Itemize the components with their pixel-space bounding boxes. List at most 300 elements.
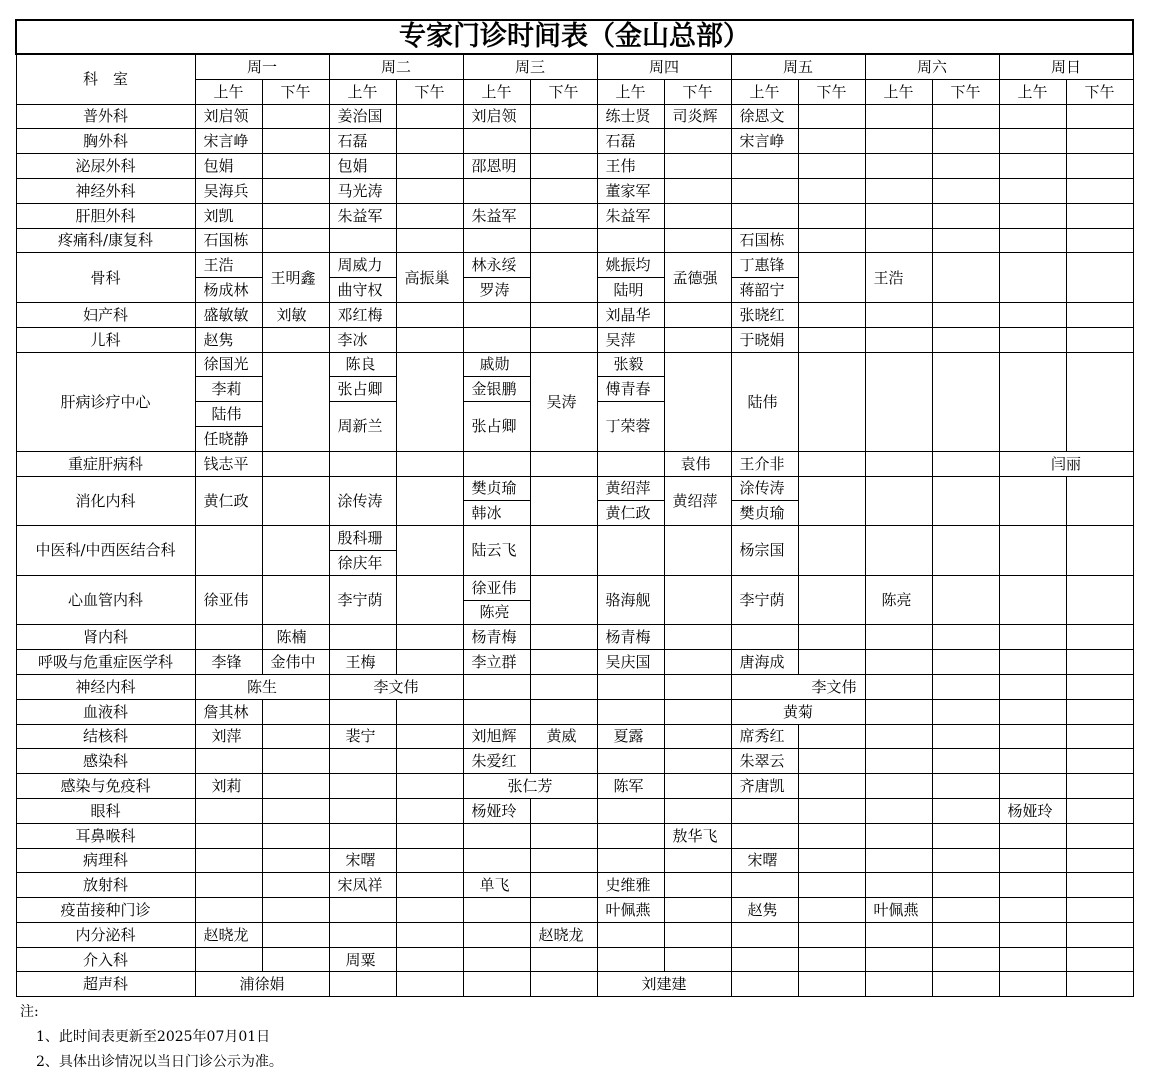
pm-header: 下午: [798, 79, 865, 104]
empty-cell: [262, 575, 329, 625]
empty-cell: [530, 526, 597, 576]
empty-cell: [530, 749, 597, 774]
empty-cell: [798, 947, 865, 972]
dept-name: 普外科: [16, 104, 195, 129]
dept-name: 儿科: [16, 327, 195, 352]
empty-cell: [798, 302, 865, 327]
empty-cell: [396, 947, 463, 972]
empty-cell: [999, 972, 1066, 997]
empty-cell: [731, 178, 798, 203]
empty-cell: [932, 451, 999, 476]
empty-cell: [1066, 129, 1133, 154]
empty-cell: [262, 178, 329, 203]
notes-section: [20, 1000, 283, 1075]
dept-column-header: 科 室: [16, 54, 195, 104]
empty-cell: [1066, 327, 1133, 352]
doctor-cell: 丁惠锋: [731, 253, 798, 278]
empty-cell: [798, 848, 865, 873]
empty-cell: [396, 451, 463, 476]
doctor-cell: 石磊: [597, 129, 664, 154]
doctor-cell: 朱益军: [463, 203, 530, 228]
day-header-sun: 周日: [999, 54, 1133, 79]
empty-cell: [865, 774, 932, 799]
empty-cell: [329, 823, 396, 848]
doctor-cell: 练士贤: [597, 104, 664, 129]
empty-cell: [999, 724, 1066, 749]
empty-cell: [932, 203, 999, 228]
empty-cell: [463, 922, 530, 947]
empty-cell: [1066, 228, 1133, 253]
doctor-cell: 陆伟: [731, 352, 798, 451]
empty-cell: [865, 154, 932, 179]
empty-cell: [865, 228, 932, 253]
empty-cell: [999, 476, 1066, 526]
empty-cell: [865, 674, 932, 699]
empty-cell: [396, 129, 463, 154]
empty-cell: [1066, 699, 1133, 724]
empty-cell: [932, 699, 999, 724]
empty-cell: [463, 823, 530, 848]
empty-cell: [798, 650, 865, 675]
day-header-tue: 周二: [329, 54, 463, 79]
doctor-cell: 赵隽: [731, 898, 798, 923]
dept-name: 结核科: [16, 724, 195, 749]
doctor-cell: 吴涛: [530, 352, 597, 451]
empty-cell: [597, 922, 664, 947]
empty-cell: [195, 526, 262, 576]
doctor-cell: 黄威: [530, 724, 597, 749]
empty-cell: [463, 451, 530, 476]
empty-cell: [798, 228, 865, 253]
empty-cell: [597, 749, 664, 774]
empty-cell: [396, 526, 463, 576]
dept-name: 介入科: [16, 947, 195, 972]
am-header: 上午: [999, 79, 1066, 104]
empty-cell: [999, 178, 1066, 203]
doctor-cell: 吴庆国: [597, 650, 664, 675]
empty-cell: [463, 972, 530, 997]
empty-cell: [262, 154, 329, 179]
doctor-cell: 赵隽: [195, 327, 262, 352]
empty-cell: [664, 327, 731, 352]
empty-cell: [865, 947, 932, 972]
empty-cell: [731, 972, 798, 997]
empty-cell: [798, 724, 865, 749]
empty-cell: [195, 848, 262, 873]
empty-cell: [262, 798, 329, 823]
dept-name: 眼科: [16, 798, 195, 823]
empty-cell: [798, 798, 865, 823]
empty-cell: [932, 823, 999, 848]
empty-cell: [262, 947, 329, 972]
empty-cell: [999, 327, 1066, 352]
empty-cell: [798, 476, 865, 526]
day-header-sat: 周六: [865, 54, 999, 79]
empty-cell: [932, 947, 999, 972]
empty-cell: [932, 228, 999, 253]
doctor-cell: 司炎辉: [664, 104, 731, 129]
doctor-cell: 樊贞瑜: [463, 476, 530, 501]
page-title: 专家门诊时间表（金山总部）: [16, 20, 1133, 54]
empty-cell: [999, 104, 1066, 129]
empty-cell: [865, 327, 932, 352]
doctor-cell: 黄绍萍: [597, 476, 664, 501]
empty-cell: [262, 526, 329, 576]
empty-cell: [999, 302, 1066, 327]
dept-name: 骨科: [16, 253, 195, 303]
empty-cell: [597, 947, 664, 972]
empty-cell: [865, 873, 932, 898]
dept-name: 呼吸与危重症医学科: [16, 650, 195, 675]
doctor-cell: 马光涛: [329, 178, 396, 203]
doctor-cell: 刘启领: [463, 104, 530, 129]
doctor-cell: 徐国光: [195, 352, 262, 377]
note-item: 1、此时间表更新至2025年07月01日: [36, 1029, 271, 1045]
doctor-cell: 周粟: [329, 947, 396, 972]
doctor-cell: 刘晶华: [597, 302, 664, 327]
doctor-cell: 徐庆年: [329, 550, 396, 575]
doctor-cell: 刘萍: [195, 724, 262, 749]
empty-cell: [1066, 873, 1133, 898]
empty-cell: [999, 526, 1066, 576]
empty-cell: [932, 749, 999, 774]
doctor-cell: 詹其林: [195, 699, 262, 724]
empty-cell: [731, 922, 798, 947]
doctor-cell: 陈楠: [262, 625, 329, 650]
empty-cell: [932, 650, 999, 675]
am-header: 上午: [597, 79, 664, 104]
empty-cell: [664, 674, 731, 699]
am-header: 上午: [195, 79, 262, 104]
empty-cell: [664, 178, 731, 203]
empty-cell: [597, 823, 664, 848]
note-item: 2、具体出诊情况以当日门诊公示为准。: [36, 1054, 283, 1070]
doctor-cell: 殷科珊: [329, 526, 396, 551]
doctor-cell: 齐唐凯: [731, 774, 798, 799]
empty-cell: [932, 674, 999, 699]
empty-cell: [396, 972, 463, 997]
doctor-cell: 陈良: [329, 352, 396, 377]
empty-cell: [530, 873, 597, 898]
empty-cell: [865, 922, 932, 947]
doctor-cell: 李莉: [195, 377, 262, 402]
empty-cell: [932, 302, 999, 327]
doctor-cell: 朱益军: [597, 203, 664, 228]
doctor-cell: 宋凤祥: [329, 873, 396, 898]
doctor-cell: 徐亚伟: [195, 575, 262, 625]
empty-cell: [530, 947, 597, 972]
empty-cell: [865, 650, 932, 675]
empty-cell: [262, 749, 329, 774]
empty-cell: [798, 178, 865, 203]
empty-cell: [463, 947, 530, 972]
empty-cell: [932, 972, 999, 997]
empty-cell: [999, 749, 1066, 774]
empty-cell: [865, 699, 932, 724]
empty-cell: [664, 922, 731, 947]
empty-cell: [1066, 922, 1133, 947]
empty-cell: [664, 203, 731, 228]
empty-cell: [1066, 947, 1133, 972]
dept-name: 消化内科: [16, 476, 195, 526]
doctor-cell: 包娟: [195, 154, 262, 179]
doctor-cell: 石磊: [329, 129, 396, 154]
doctor-cell: 赵晓龙: [195, 922, 262, 947]
empty-cell: [530, 302, 597, 327]
empty-cell: [530, 575, 597, 625]
empty-cell: [865, 724, 932, 749]
empty-cell: [1066, 724, 1133, 749]
empty-cell: [664, 798, 731, 823]
empty-cell: [1066, 650, 1133, 675]
doctor-cell: 石国栋: [731, 228, 798, 253]
empty-cell: [530, 625, 597, 650]
dept-name: 肝病诊疗中心: [16, 352, 195, 451]
empty-cell: [262, 699, 329, 724]
empty-cell: [999, 774, 1066, 799]
doctor-cell: 黄菊: [731, 699, 865, 724]
empty-cell: [999, 699, 1066, 724]
doctor-cell: 盛敏敏: [195, 302, 262, 327]
doctor-cell: 包娟: [329, 154, 396, 179]
empty-cell: [664, 228, 731, 253]
empty-cell: [262, 451, 329, 476]
doctor-cell: 高振巢: [396, 253, 463, 303]
empty-cell: [530, 327, 597, 352]
empty-cell: [731, 947, 798, 972]
empty-cell: [329, 699, 396, 724]
doctor-cell: 石国栋: [195, 228, 262, 253]
doctor-cell: 浦徐娟: [195, 972, 329, 997]
doctor-cell: 黄仁政: [195, 476, 262, 526]
empty-cell: [195, 749, 262, 774]
empty-cell: [664, 352, 731, 451]
empty-cell: [731, 798, 798, 823]
pm-header: 下午: [530, 79, 597, 104]
doctor-cell: 赵晓龙: [530, 922, 597, 947]
empty-cell: [262, 724, 329, 749]
dept-name: 神经外科: [16, 178, 195, 203]
empty-cell: [1066, 302, 1133, 327]
doctor-cell: 李宁荫: [731, 575, 798, 625]
empty-cell: [932, 625, 999, 650]
empty-cell: [262, 774, 329, 799]
empty-cell: [999, 253, 1066, 303]
empty-cell: [1066, 625, 1133, 650]
doctor-cell: 单飞: [463, 873, 530, 898]
doctor-cell: 徐恩文: [731, 104, 798, 129]
empty-cell: [262, 228, 329, 253]
empty-cell: [798, 972, 865, 997]
empty-cell: [999, 650, 1066, 675]
empty-cell: [262, 848, 329, 873]
empty-cell: [932, 154, 999, 179]
doctor-cell: 骆海舰: [597, 575, 664, 625]
empty-cell: [530, 476, 597, 526]
empty-cell: [463, 228, 530, 253]
clinic-schedule-table: [15, 19, 1134, 997]
dept-name: 放射科: [16, 873, 195, 898]
dept-name: 内分泌科: [16, 922, 195, 947]
doctor-cell: 张占卿: [463, 402, 530, 452]
empty-cell: [999, 129, 1066, 154]
empty-cell: [262, 327, 329, 352]
doctor-cell: 李宁荫: [329, 575, 396, 625]
empty-cell: [597, 674, 664, 699]
empty-cell: [798, 451, 865, 476]
doctor-cell: 王浩: [865, 253, 932, 303]
dept-name: 感染与免疫科: [16, 774, 195, 799]
doctor-cell: 周威力: [329, 253, 396, 278]
notes-label: 注:: [20, 1004, 39, 1020]
empty-cell: [396, 178, 463, 203]
empty-cell: [664, 650, 731, 675]
empty-cell: [329, 898, 396, 923]
doctor-cell: 孟德强: [664, 253, 731, 303]
empty-cell: [396, 203, 463, 228]
empty-cell: [1066, 848, 1133, 873]
empty-cell: [664, 129, 731, 154]
empty-cell: [396, 898, 463, 923]
doctor-cell: 王梅: [329, 650, 396, 675]
empty-cell: [865, 749, 932, 774]
empty-cell: [396, 798, 463, 823]
doctor-cell: 蒋韶宁: [731, 278, 798, 303]
empty-cell: [932, 526, 999, 576]
empty-cell: [396, 476, 463, 526]
pm-header: 下午: [664, 79, 731, 104]
doctor-cell: 张毅: [597, 352, 664, 377]
empty-cell: [865, 526, 932, 576]
dept-name: 肾内科: [16, 625, 195, 650]
empty-cell: [664, 724, 731, 749]
empty-cell: [329, 922, 396, 947]
doctor-cell: 陆伟: [195, 402, 262, 427]
doctor-cell: 叶佩燕: [865, 898, 932, 923]
empty-cell: [664, 526, 731, 576]
doctor-cell: 朱益军: [329, 203, 396, 228]
empty-cell: [396, 302, 463, 327]
empty-cell: [798, 898, 865, 923]
empty-cell: [1066, 674, 1133, 699]
empty-cell: [932, 352, 999, 451]
empty-cell: [798, 129, 865, 154]
empty-cell: [262, 823, 329, 848]
doctor-cell: 杨青梅: [463, 625, 530, 650]
empty-cell: [664, 154, 731, 179]
empty-cell: [530, 699, 597, 724]
empty-cell: [262, 352, 329, 451]
doctor-cell: 唐海成: [731, 650, 798, 675]
day-header-mon: 周一: [195, 54, 329, 79]
empty-cell: [1066, 352, 1133, 451]
doctor-cell: 李文伟: [329, 674, 463, 699]
empty-cell: [597, 228, 664, 253]
empty-cell: [530, 203, 597, 228]
doctor-cell: 涂传涛: [329, 476, 396, 526]
dept-name: 肝胆外科: [16, 203, 195, 228]
empty-cell: [396, 327, 463, 352]
empty-cell: [195, 625, 262, 650]
doctor-cell: 裴宁: [329, 724, 396, 749]
empty-cell: [1066, 798, 1133, 823]
empty-cell: [932, 327, 999, 352]
dept-name: 疼痛科/康复科: [16, 228, 195, 253]
doctor-cell: 刘建建: [597, 972, 731, 997]
empty-cell: [932, 104, 999, 129]
empty-cell: [999, 154, 1066, 179]
dept-name: 心血管内科: [16, 575, 195, 625]
empty-cell: [396, 823, 463, 848]
empty-cell: [798, 253, 865, 303]
doctor-cell: 叶佩燕: [597, 898, 664, 923]
dept-name: 胸外科: [16, 129, 195, 154]
doctor-cell: 杨娅玲: [463, 798, 530, 823]
dept-name: 中医科/中西医结合科: [16, 526, 195, 576]
empty-cell: [999, 947, 1066, 972]
empty-cell: [731, 154, 798, 179]
empty-cell: [530, 253, 597, 303]
doctor-cell: 张仁芳: [463, 774, 597, 799]
empty-cell: [865, 352, 932, 451]
doctor-cell: 刘启领: [195, 104, 262, 129]
empty-cell: [865, 129, 932, 154]
empty-cell: [530, 178, 597, 203]
empty-cell: [396, 848, 463, 873]
empty-cell: [865, 848, 932, 873]
empty-cell: [1066, 774, 1133, 799]
empty-cell: [396, 154, 463, 179]
dept-name: 血液科: [16, 699, 195, 724]
empty-cell: [798, 352, 865, 451]
empty-cell: [932, 898, 999, 923]
doctor-cell: 李文伟: [731, 674, 865, 699]
empty-cell: [530, 848, 597, 873]
empty-cell: [664, 302, 731, 327]
empty-cell: [463, 674, 530, 699]
empty-cell: [932, 922, 999, 947]
empty-cell: [664, 848, 731, 873]
empty-cell: [463, 699, 530, 724]
empty-cell: [329, 798, 396, 823]
empty-cell: [262, 922, 329, 947]
dept-name: 妇产科: [16, 302, 195, 327]
doctor-cell: 张占卿: [329, 377, 396, 402]
empty-cell: [932, 129, 999, 154]
doctor-cell: 刘凯: [195, 203, 262, 228]
empty-cell: [1066, 898, 1133, 923]
empty-cell: [396, 625, 463, 650]
doctor-cell: 罗涛: [463, 278, 530, 303]
empty-cell: [798, 625, 865, 650]
empty-cell: [597, 798, 664, 823]
day-header-thu: 周四: [597, 54, 731, 79]
doctor-cell: 樊贞瑜: [731, 501, 798, 526]
empty-cell: [396, 774, 463, 799]
empty-cell: [731, 625, 798, 650]
doctor-cell: 吴萍: [597, 327, 664, 352]
doctor-cell: 姜治国: [329, 104, 396, 129]
doctor-cell: 席秀红: [731, 724, 798, 749]
doctor-cell: 林永绥: [463, 253, 530, 278]
empty-cell: [195, 798, 262, 823]
doctor-cell: 金伟中: [262, 650, 329, 675]
empty-cell: [999, 848, 1066, 873]
doctor-cell: 朱爱红: [463, 749, 530, 774]
empty-cell: [999, 625, 1066, 650]
empty-cell: [463, 327, 530, 352]
empty-cell: [530, 823, 597, 848]
